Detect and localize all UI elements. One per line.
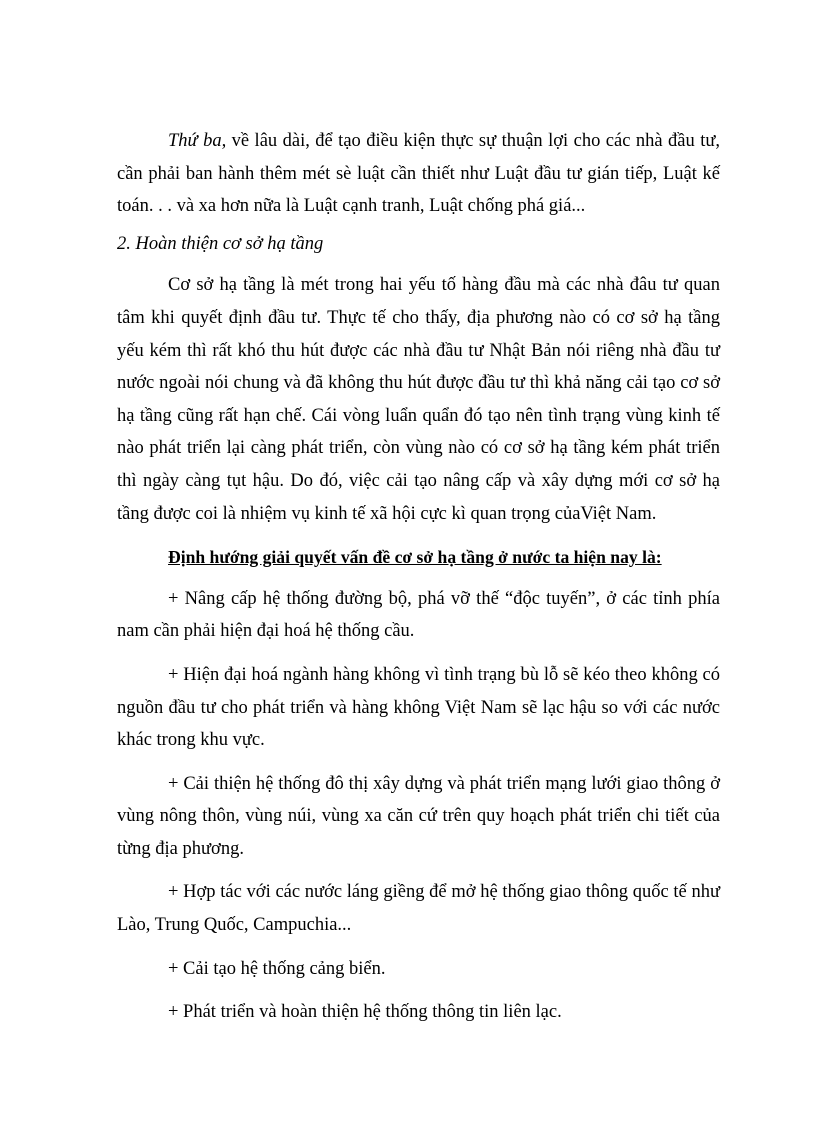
bullet-item: + Nâng cấp hệ thống đường bộ, phá vỡ thế “độc tuyến”, ở các tỉnh phía nam cần phải hiện đại hoá hệ thống cầu. xyxy=(117,588,720,642)
paragraph-third-point xyxy=(117,125,720,223)
orientation-heading: Định hướng giải quyết vấn đề cơ sở hạ tầng ở nước ta hiện nay là: xyxy=(168,547,662,568)
bullet-item: + Hợp tác với các nước láng giềng để mở hệ thống giao thông quốc tế như Lào, Trung Quốc, Campuchia... xyxy=(117,882,720,936)
section-heading: 2. Hoàn thiện cơ sở hạ tầng xyxy=(117,233,324,254)
bullet-item: + Phát triển và hoàn thiện hệ thống thông tin liên lạc. xyxy=(168,1002,562,1023)
paragraph-text: về lâu dài, để tạo điều kiện thực sự thuận lợi cho các nhà đầu tư, cần phải ban hành thêm mét sè luật cần thiết như Luật đầu tư gián tiếp, Luật kế toán. . . và xa hơn nữa là Luật cạnh tranh, Luật chống phá giá... xyxy=(117,131,720,217)
bullet-item: + Cải thiện hệ thống đô thị xây dựng và phát triển mạng lưới giao thông ở vùng nông thôn, vùng núi, vùng xa căn cứ trên quy hoạch phát triển chi tiết của từng địa phương. xyxy=(117,773,720,859)
paragraph-infrastructure: Cơ sở hạ tầng là mét trong hai yếu tố hàng đầu mà các nhà đâu tư quan tâm khi quyết định đầu tư. Thực tế cho thấy, địa phương nào có cơ sở hạ tầng yếu kém thì rất khó thu hút được các nhà đầu tư Nhật Bản nói riêng nhà đầu tư nước ngoài nói chung và đã không thu hút được đầu tư thì khả năng cải tạo cơ sở hạ tầng cũng rất hạn chế. Cái vòng luẩn quẩn đó tạo nên tình trạng vùng kinh tế nào phát triển lại càng phát triển, còn vùng nào có cơ sở hạ tầng kém phát triển thì ngày càng tụt hậu. Do đó, việc cải tạo nâng cấp và xây dựng mới cơ sở hạ tầng được coi là nhiệm vụ kinh tế xã hội cực kì quan trọng củaViệt Nam. xyxy=(117,275,720,524)
paragraph-lead-italic: Thứ ba, xyxy=(168,131,227,151)
bullet-item: + Cải tạo hệ thống cảng biển. xyxy=(168,958,386,979)
bullet-item: + Hiện đại hoá ngành hàng không vì tình trạng bù lỗ sẽ kéo theo không có nguồn đầu tư cho phát triển và hàng không Việt Nam sẽ lạc hậu so với các nước khác trong khu vực. xyxy=(117,664,720,751)
document-body xyxy=(117,125,720,1029)
